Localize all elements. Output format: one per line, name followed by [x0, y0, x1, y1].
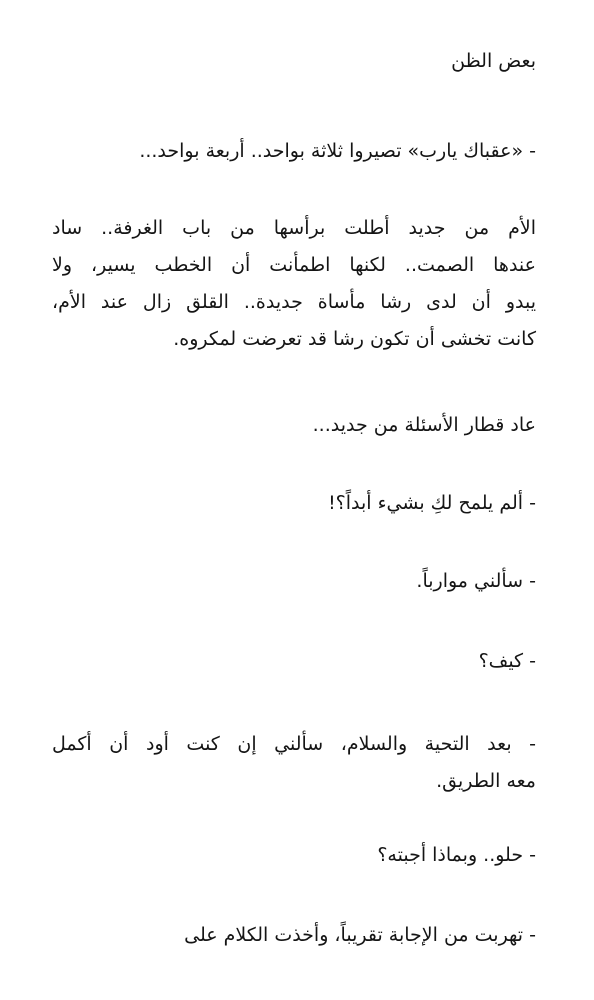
dialogue-line-5: [52, 726, 536, 800]
paragraph-line: عندها الصمت.. لكنها اطمأنت أن الخطب يسير، ولا: [52, 254, 536, 276]
paragraph-mother: [52, 210, 536, 358]
dialogue-line-7: - تهربت من الإجابة تقريباً، وأخذت الكلام على: [184, 924, 536, 946]
dialogue-line-4: - كيف؟: [478, 650, 536, 672]
dialogue-line-6: - حلو.. وبماذا أجبته؟: [377, 844, 536, 866]
paragraph-line: يبدو أن لدى رشا مأساة جديدة.. القلق زال عند الأم،: [52, 291, 536, 313]
dialogue-line-2: - ألم يلمح لكِ بشيء أبداً؟!: [328, 492, 536, 514]
paragraph-line: معه الطريق.: [436, 770, 536, 792]
paragraph-line: كانت تخشى أن تكون رشا قد تعرضت لمكروه.: [173, 328, 536, 350]
paragraph-line: الأم من جديد أطلت برأسها من باب الغرفة.. ساد: [52, 217, 536, 239]
dialogue-line-1: - «عقباك يارب» تصيروا ثلاثة بواحد.. أربعة بواحد...: [139, 140, 536, 162]
narration-questions: عاد قطار الأسئلة من جديد...: [312, 414, 536, 436]
dialogue-line-3: - سألني موارباً.: [416, 570, 536, 592]
page-title: بعض الظن: [451, 50, 536, 72]
paragraph-line: - بعد التحية والسلام، سألني إن كنت أود أن أكمل: [52, 733, 536, 755]
